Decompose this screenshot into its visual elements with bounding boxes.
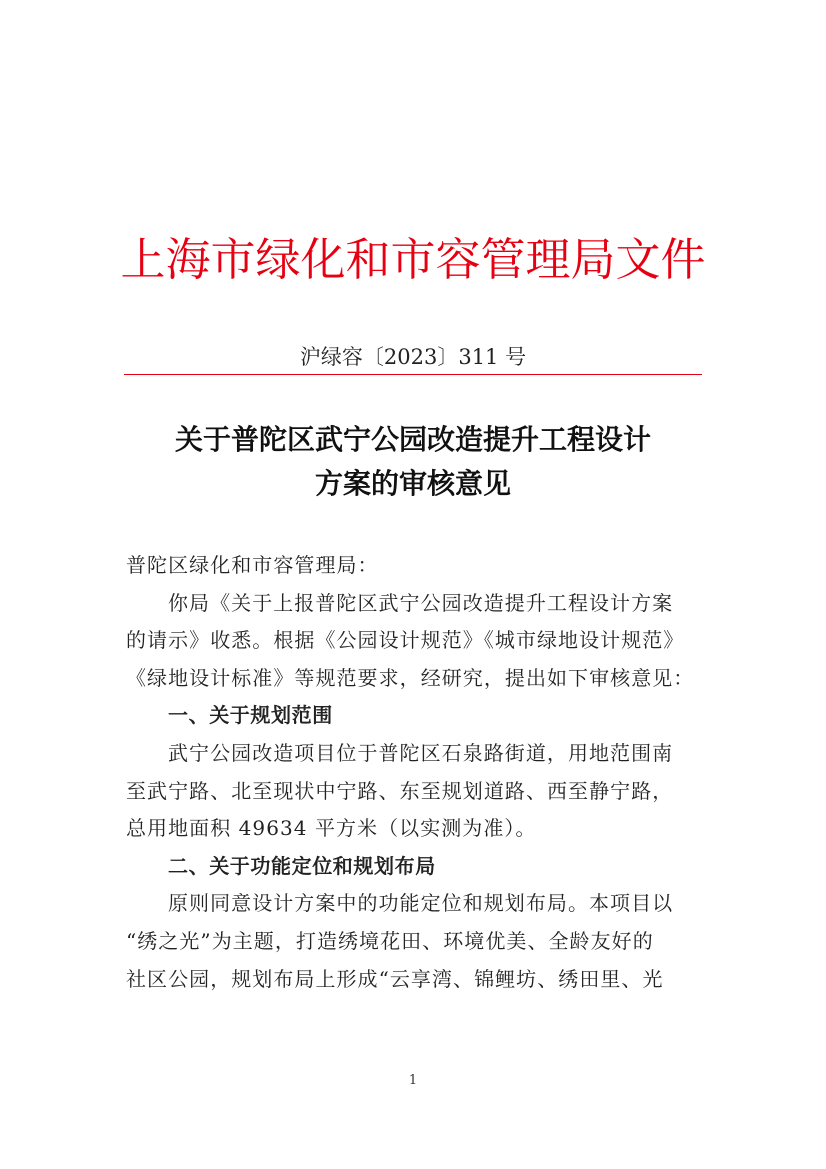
section-2-line: “绣之光”为主题，打造绣境花田、环境优美、全龄友好的 xyxy=(126,928,654,953)
paragraph-1-line: 的请示》收悉。根据《公园设计规范》《城市绿地设计规范》 xyxy=(126,628,685,653)
section-2-line: 原则同意设计方案中的功能定位和规划布局。本项目以 xyxy=(168,891,674,916)
section-1-line: 总用地面积 49634 平方米（以实测为准）。 xyxy=(126,816,537,841)
section-1-heading: 一、关于规划范围 xyxy=(168,703,333,728)
section-2-heading: 二、关于功能定位和规划布局 xyxy=(168,853,436,878)
page-number: 1 xyxy=(408,1073,418,1088)
red-divider-line xyxy=(124,374,702,375)
paragraph-1-line: 《绿地设计标准》等规范要求，经研究，提出如下审核意见： xyxy=(126,665,695,690)
section-2-line: 社区公园，规划布局上形成“云享湾、锦鲤坊、绣田里、光 xyxy=(126,966,664,991)
document-body xyxy=(126,547,706,998)
addressee: 普陀区绿化和市容管理局： xyxy=(126,553,379,577)
paragraph-1-line: 你局《关于上报普陀区武宁公园改造提升工程设计方案 xyxy=(168,590,674,615)
section-1-line: 至武宁路、北至现状中宁路、东至规划道路、西至静宁路， xyxy=(126,778,674,803)
title-line-1: 关于普陀区武宁公园改造提升工程设计 xyxy=(174,423,651,456)
masthead-title: 上海市绿化和市容管理局文件 xyxy=(120,233,706,286)
section-1-line: 武宁公园改造项目位于普陀区石泉路街道，用地范围南 xyxy=(168,740,674,765)
title-line-2: 方案的审核意见 xyxy=(314,467,511,500)
document-number: 沪绿容〔2023〕311 号 xyxy=(299,345,527,369)
document-title xyxy=(0,418,826,506)
